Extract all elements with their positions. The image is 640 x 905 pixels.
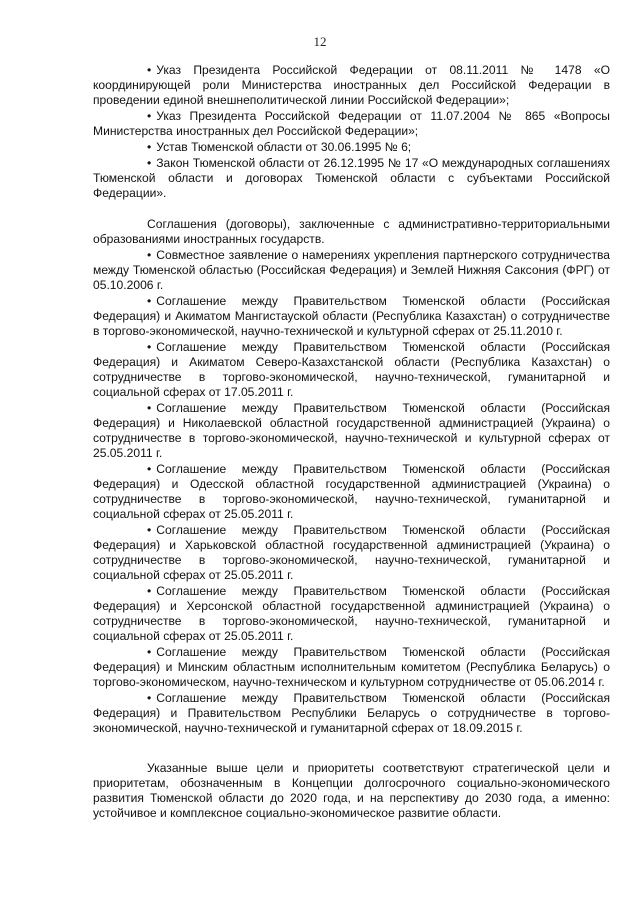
- document-list-item: • Указ Президента Российской Федерации от 11.07.2004 № 865 «Вопросы Министерства иностранных дел Российской Федерации»;: [93, 109, 610, 139]
- document-list-item: • Закон Тюменской области от 26.12.1995 № 17 «О международных соглашениях Тюменской области и договорах Тюменской области с субъектами Российской Федерации».: [93, 156, 610, 201]
- conclusion-paragraph: Указанные выше цели и приоритеты соответствуют стратегической цели и приоритетам, обозначенным в Концепции долгосрочного социально-экономического развития Тюменской области до 2020 года, и на перспективу до 2030 года, а именно: устойчивое и комплексное социально-экономическое развитие области.: [93, 761, 610, 820]
- agreements-heading: Соглашения (договоры), заключенные с административно-территориальными образованиями иностранных государств.: [93, 217, 610, 246]
- spacer: [93, 202, 610, 217]
- document-body: [93, 63, 610, 822]
- agreement-item: • Соглашение между Правительством Тюменской области (Российская Федерация) и Харьковской областной государственной администрацией (Украина) о сотрудничестве в торгово-экономической, научно-технической, гуманитарной и социальной сферах от 25.05.2011 г.: [93, 523, 610, 583]
- page-number: 12: [313, 34, 327, 49]
- spacer: [93, 737, 610, 761]
- agreement-item: • Соглашение между Правительством Тюменской области (Российская Федерация) и Минским областным исполнительным комитетом (Республика Беларусь) о торгово-экономическом, научно-техническом и культурном сотрудничестве от 05.06.2014 г.: [93, 645, 610, 690]
- document-list-item: • Устав Тюменской области от 30.06.1995 № 6;: [93, 140, 610, 155]
- document-list-item: • Указ Президента Российской Федерации от 08.11.2011 № 1478 «О координирующей роли Министерства иностранных дел Российской Федерации в проведении единой внешнеполитической линии Российской Федерации»;: [93, 63, 610, 108]
- agreement-item: • Соглашение между Правительством Тюменской области (Российская Федерация) и Правительством Республики Беларусь о сотрудничестве в торгово-экономической, научно-технической и гуманитарной сферах от 18.09.2015 г.: [93, 691, 610, 736]
- agreement-item: • Соглашение между Правительством Тюменской области (Российская Федерация) и Акиматом Мангистауской области (Республика Казахстан) о сотрудничестве в торгово-экономической, научно-технической и культурной сферах от 25.11.2010 г.: [93, 294, 610, 339]
- agreement-item: • Соглашение между Правительством Тюменской области (Российская Федерация) и Акиматом Северо-Казахстанской области (Республика Казахстан) о сотрудничестве в торгово-экономической, научно-технической, гуманитарной и социальной сферах от 17.05.2011 г.: [93, 340, 610, 400]
- agreement-item: • Соглашение между Правительством Тюменской области (Российская Федерация) и Херсонской областной государственной администрацией (Украина) о сотрудничестве в торгово-экономической, научно-технической, гуманитарной и социальной сферах от 25.05.2011 г.: [93, 584, 610, 644]
- agreement-item: • Совместное заявление о намерениях укрепления партнерского сотрудничества между Тюменской областью (Российская Федерация) и Землей Нижняя Саксония (ФРГ) от 05.10.2006 г.: [93, 248, 610, 293]
- agreement-item: • Соглашение между Правительством Тюменской области (Российская Федерация) и Одесской областной государственной администрацией (Украина) о сотрудничестве в торгово-экономической, научно-технической, гуманитарной и социальной сферах от 25.05.2011 г.: [93, 462, 610, 522]
- agreement-item: • Соглашение между Правительством Тюменской области (Российская Федерация) и Николаевской областной государственной администрацией (Украина) о сотрудничестве в торгово-экономической, научно-технической и культурной сферах от 25.05.2011 г.: [93, 401, 610, 461]
